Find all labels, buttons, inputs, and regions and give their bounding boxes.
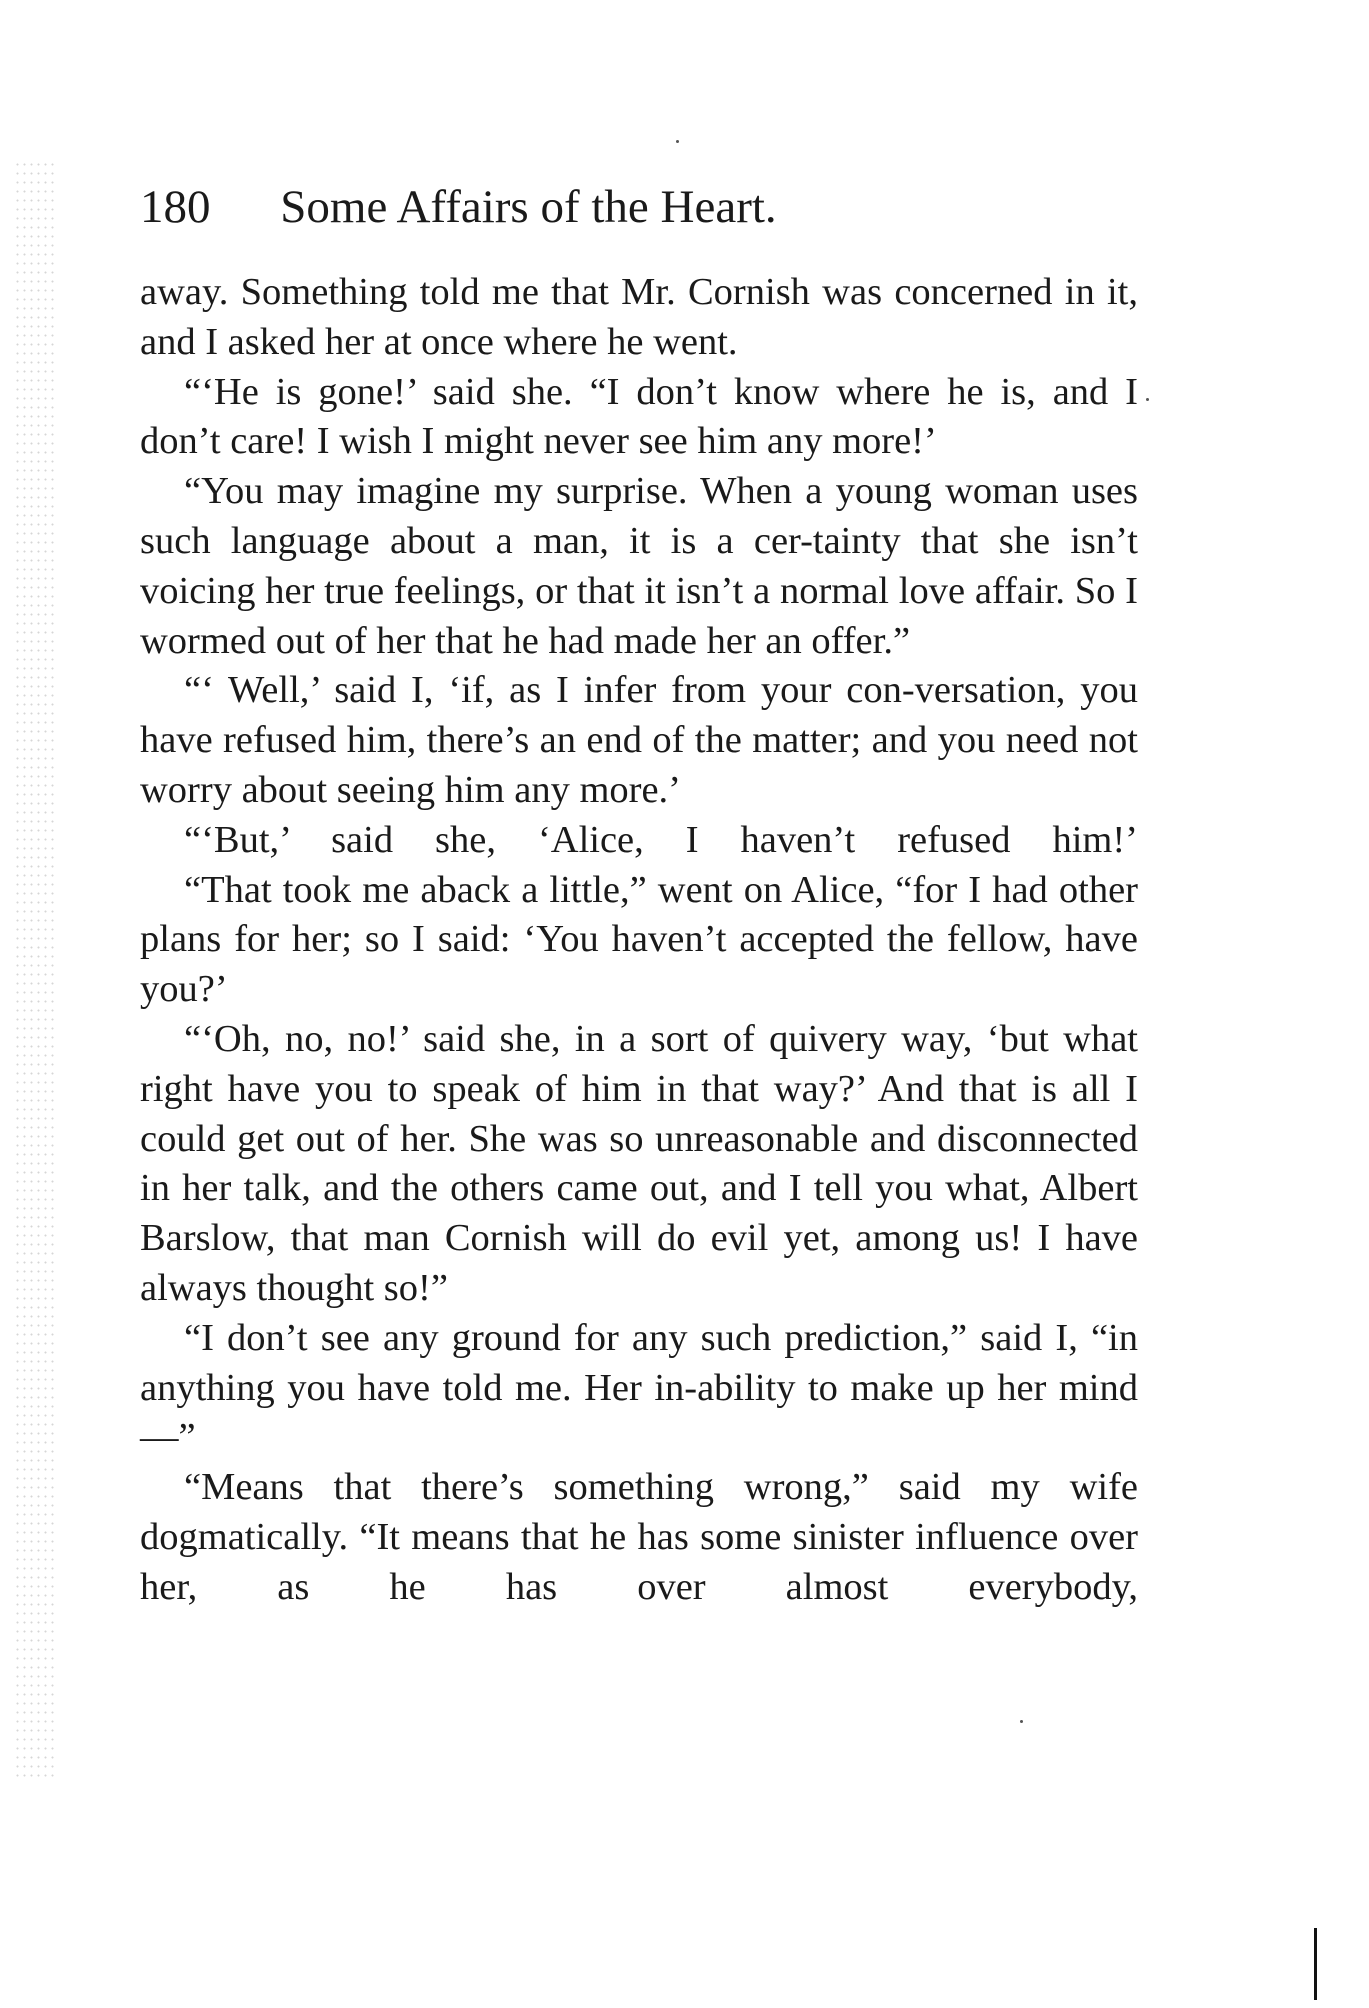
- print-speck: [1020, 1720, 1023, 1723]
- paragraph-5: “‘But,’ said she, ‘Alice, I haven’t refused him!’: [184, 818, 1138, 861]
- paragraph-7: “‘Oh, no, no!’ said she, in a sort of quivery way, ‘but what right have you to speak of him in that way?’ And that is all I could get out of her. She was so unreasonable and disconnected in her talk, and the others came out, and I tell you what, Albert Barslow, that man Cornish will do evil yet, among us! I have always thought so!”: [140, 1017, 1138, 1309]
- page-number: 180: [140, 181, 211, 233]
- paragraph-2: “‘He is gone!’ said she. “I don’t know where he is, and I don’t care! I wish I might never see him any more!’: [140, 370, 1138, 463]
- binding-gutter-speckle: [14, 160, 56, 1780]
- paragraph-3: “You may imagine my surprise. When a young woman uses such language about a man, it is a cer-tainty that she isn’t voicing her true feelings, or that it isn’t a normal love affair. So I wormed out of her that he had made her an offer.”: [140, 470, 1138, 662]
- running-header: [140, 172, 1140, 242]
- paragraph-1: away. Something told me that Mr. Cornish was concerned in it, and I asked her at once where he went.: [140, 271, 1138, 363]
- running-title: Some Affairs of the Heart.: [280, 181, 777, 233]
- paragraph-4: “‘ Well,’ said I, ‘if, as I infer from your con-versation, you have refused him, there’s an end of the matter; and you need not worry about seeing him any more.’: [140, 669, 1138, 811]
- paragraph-9: “Means that there’s something wrong,” said my wife dogmatically. “It means that he has some sinister influence over her, as he has over almost everybody,: [140, 1466, 1138, 1608]
- paragraph-8: “I don’t see any ground for any such prediction,” said I, “in anything you have told me. Her in-ability to make up her mind—”: [140, 1316, 1138, 1459]
- print-speck: [676, 140, 679, 143]
- print-speck: [1146, 398, 1149, 401]
- paragraph-6: “That took me aback a little,” went on Alice, “for I had other plans for her; so I said: ‘You haven’t accepted the fellow, have you?’: [140, 868, 1138, 1011]
- page-edge-mark: [1314, 1928, 1317, 2000]
- body-text: [140, 268, 1138, 1613]
